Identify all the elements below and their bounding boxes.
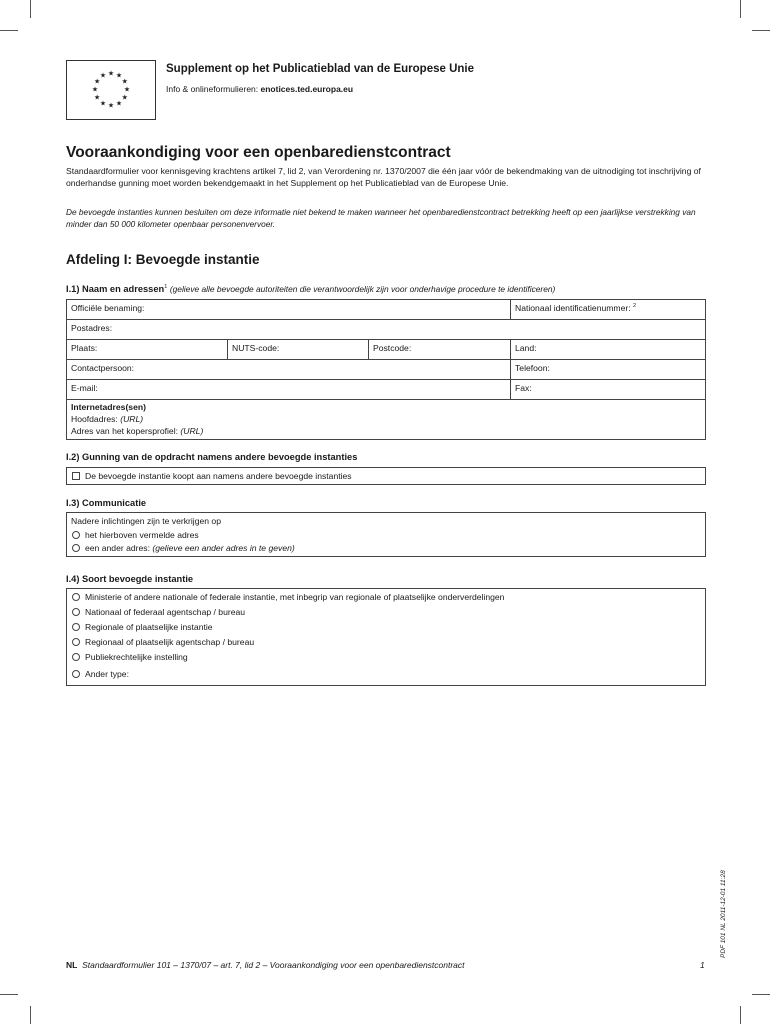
i4-option-label: Regionale of plaatselijke instantie <box>85 622 213 632</box>
supplement-info <box>166 84 353 94</box>
nuts-label: NUTS-code: <box>232 343 280 353</box>
svg-text:★: ★ <box>99 99 107 108</box>
i3-heading: I.3) Communicatie <box>66 498 147 508</box>
kopersprofiel-label: Adres van het kopersprofiel: <box>71 426 179 436</box>
intro-note: De bevoegde instanties kunnen besluiten om deze informatie niet bekend te maken wanneer het openbaredienstcontract betrekking heeft op een jaarlijkse verstrekking van minder dan 50 000 kilometer openbaar personenvervoer. <box>66 207 696 230</box>
i2-option-label: De bevoegde instantie koopt aan namens andere bevoegde instanties <box>85 471 352 481</box>
fax-label: Fax: <box>515 383 532 393</box>
radio-icon[interactable] <box>72 608 80 616</box>
i4-option-label: Regionaal of plaatselijk agentschap / bureau <box>85 637 255 647</box>
svg-text:★: ★ <box>91 85 99 94</box>
contactpersoon-label: Contactpersoon: <box>71 363 135 373</box>
info-prefix: Info & onlineformulieren: <box>166 84 261 94</box>
checkbox-icon[interactable] <box>72 472 80 480</box>
kopersprofiel-url-hint: (URL) <box>180 426 204 436</box>
info-url-link[interactable]: enotices.ted.europa.eu <box>260 84 354 94</box>
radio-icon[interactable] <box>72 544 80 552</box>
svg-text:★: ★ <box>115 99 123 108</box>
postcode-label: Postcode: <box>373 343 412 353</box>
postcode-field[interactable] <box>368 340 510 359</box>
i4-option[interactable] <box>72 592 504 602</box>
svg-text:★: ★ <box>94 77 101 86</box>
nationaal-id-field[interactable] <box>510 300 707 319</box>
telefoon-field[interactable] <box>510 360 707 379</box>
radio-icon[interactable] <box>72 653 80 661</box>
row-email <box>67 380 705 400</box>
section-title: Afdeling I: Bevoegde instantie <box>66 252 260 267</box>
i4-box <box>66 588 706 686</box>
internet-heading: Internetadres(sen) <box>71 402 146 412</box>
eu-flag-logo <box>66 60 156 120</box>
i3-option-2[interactable] <box>72 543 295 553</box>
i4-option[interactable] <box>72 607 245 617</box>
radio-icon[interactable] <box>72 531 80 539</box>
svg-text:★: ★ <box>121 77 128 86</box>
i1-heading-text: I.1) Naam en adressen <box>66 284 165 295</box>
nationaal-id-label: Nationaal identificatienummer: <box>515 303 631 313</box>
svg-text:★: ★ <box>107 101 115 110</box>
crop-mark <box>752 30 770 31</box>
i3-option-1-label: het hierboven vermelde adres <box>85 530 199 540</box>
radio-icon[interactable] <box>72 623 80 631</box>
telefoon-label: Telefoon: <box>515 363 550 373</box>
i4-option[interactable] <box>72 622 213 632</box>
crop-mark <box>30 1006 31 1024</box>
footer <box>66 960 465 970</box>
crop-mark <box>0 30 18 31</box>
row-postadres <box>67 320 705 340</box>
fax-field[interactable] <box>510 380 707 399</box>
i3-option-2-label: een ander adres: <box>85 543 150 553</box>
svg-text:★: ★ <box>107 69 115 78</box>
crop-mark <box>740 0 741 18</box>
i3-option-2-note: (gelieve een ander adres in te geven) <box>152 543 295 553</box>
supplement-title: Supplement op het Publicatieblad van de Europese Unie <box>166 63 475 75</box>
i2-box <box>66 467 706 485</box>
i2-heading: I.2) Gunning van de opdracht namens andere bevoegde instanties <box>66 452 358 462</box>
crop-mark <box>740 1006 741 1024</box>
row-benaming <box>67 300 705 320</box>
page-number: 1 <box>700 960 705 970</box>
i1-heading <box>66 284 555 294</box>
i4-option-label: Ander type: <box>85 669 129 679</box>
i4-option[interactable] <box>72 652 188 662</box>
nuts-field[interactable] <box>227 340 368 359</box>
i3-label: Nadere inlichtingen zijn te verkrijgen op <box>71 516 221 526</box>
i4-option-label: Nationaal of federaal agentschap / bureau <box>85 607 246 617</box>
crop-mark <box>0 994 18 995</box>
hoofdadres-label: Hoofdadres: <box>71 414 118 424</box>
i3-box <box>66 512 706 557</box>
postadres-label: Postadres: <box>71 323 113 333</box>
svg-text:★: ★ <box>123 85 131 94</box>
plaats-label: Plaats: <box>71 343 98 353</box>
radio-icon[interactable] <box>72 593 80 601</box>
side-print-code: PDF 101 NL 2011-12-01 11:28 <box>720 870 727 958</box>
email-label: E-mail: <box>71 383 98 393</box>
i3-option-1[interactable] <box>72 530 199 540</box>
hoofdadres-field[interactable] <box>71 414 143 424</box>
svg-text:★: ★ <box>121 93 128 102</box>
hoofdadres-url-hint: (URL) <box>120 414 144 424</box>
svg-text:★: ★ <box>115 71 123 80</box>
footer-text: Standaardformulier 101 – 1370/07 – art. 7, lid 2 – Vooraankondiging voor een openbaredienstcontract <box>82 960 465 970</box>
i4-option-label: Publiekrechtelijke instelling <box>85 652 188 662</box>
i1-note: (gelieve alle bevoegde autoriteiten die verantwoordelijk zijn voor onderhavige procedure te identificeren) <box>169 284 556 295</box>
i4-option[interactable] <box>72 669 129 679</box>
email-field[interactable] <box>67 380 510 399</box>
i4-option[interactable] <box>72 637 254 647</box>
row-contact <box>67 360 705 380</box>
officiele-benaming-label: Officiële benaming: <box>71 303 145 313</box>
contactpersoon-field[interactable] <box>67 360 510 379</box>
intro-text: Standaardformulier voor kennisgeving krachtens artikel 7, lid 2, van Verordening nr. 1370/2007 die één jaar vóór de bekendmaking van de uitnodiging tot inschrijving of onderhandse gunning moet worden bekendgemaakt in het Supplement op het Publicatieblad van de Europese Unie. <box>66 166 701 189</box>
crop-mark <box>30 0 31 18</box>
row-internet <box>67 400 705 441</box>
document-title: Vooraankondiging voor een openbaredienstcontract <box>66 144 451 161</box>
svg-text:★: ★ <box>99 71 107 80</box>
plaats-field[interactable] <box>67 340 227 359</box>
crop-mark <box>752 994 770 995</box>
i1-address-box <box>66 299 706 440</box>
radio-icon[interactable] <box>72 638 80 646</box>
footer-lang: NL <box>66 960 78 970</box>
i4-option-label: Ministerie of andere nationale of federale instantie, met inbegrip van regionale of plaatselijke onderverdelingen <box>85 592 505 602</box>
kopersprofiel-field[interactable] <box>71 426 203 436</box>
i1-footnote-mark: 1 <box>164 284 168 290</box>
row-plaats <box>67 340 705 360</box>
svg-text:★: ★ <box>94 93 101 102</box>
officiele-benaming-field[interactable] <box>67 300 510 319</box>
i2-option[interactable] <box>72 471 352 481</box>
land-label: Land: <box>515 343 537 353</box>
radio-icon[interactable] <box>72 670 80 678</box>
land-field[interactable] <box>510 340 707 359</box>
nationaal-footnote-mark: 2 <box>633 303 637 310</box>
i4-heading: I.4) Soort bevoegde instantie <box>66 574 194 584</box>
postadres-field[interactable] <box>67 320 707 339</box>
